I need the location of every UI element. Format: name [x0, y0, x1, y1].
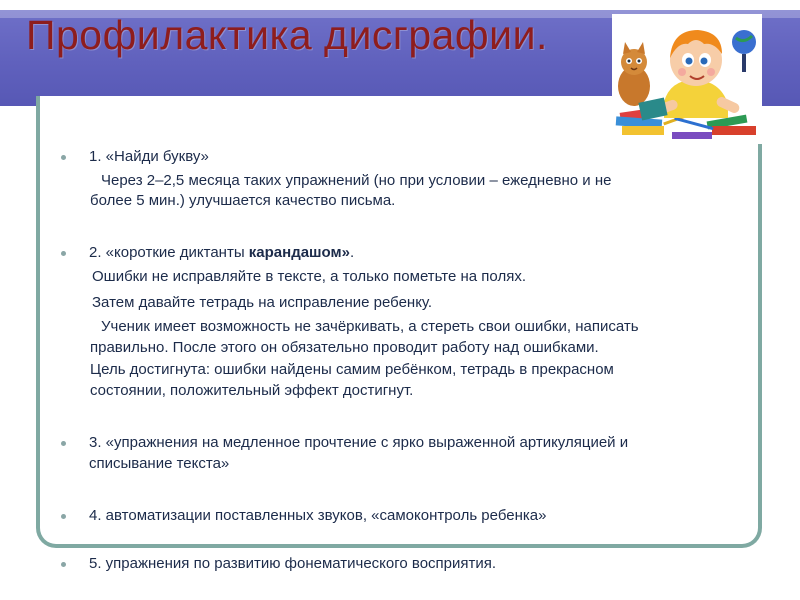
list-item-text: Ученик имеет возможность не зачёркивать, а стереть свои ошибки, написать	[101, 318, 639, 335]
list-item-text: более 5 мин.) улучшается качество письма.	[90, 192, 396, 209]
list-item-text: 4. автоматизации поставленных звуков, «самоконтроль ребенка»	[89, 507, 547, 524]
list-item-text: списывание текста»	[89, 455, 230, 472]
list-item-text: Затем давайте тетрадь на исправление ребенку.	[92, 294, 433, 311]
list-item-text: Через 2–2,5 месяца таких упражнений (но при условии – ежедневно и не	[101, 172, 612, 189]
list-item-text: Цель достигнута: ошибки найдены самим ребёнком, тетрадь в прекрасном	[90, 361, 614, 378]
list-item-text: 5. упражнения по развитию фонематического восприятия.	[89, 555, 497, 572]
list-item-text: правильно. После этого он обязательно проводит работу над ошибками.	[90, 339, 599, 356]
heading-text: .	[349, 244, 355, 261]
list-item-text: Ошибки не исправляйте в тексте, а только пометьте на полях.	[92, 268, 526, 285]
bullet-marker	[61, 562, 66, 567]
list-item-text: состоянии, положительный эффект достигнут.	[90, 382, 414, 399]
list-item-heading	[89, 244, 354, 262]
heading-text: 2. «короткие диктанты	[89, 244, 249, 261]
slide-title: Профилактика дисграфии.	[26, 12, 548, 58]
bullet-marker	[61, 251, 66, 256]
heading-emphasis: карандашом»	[248, 244, 350, 261]
list-item-heading: 1. «Найди букву»	[89, 148, 209, 165]
bullet-marker	[61, 514, 66, 519]
list-item-text: 3. «упражнения на медленное прочтение с ярко выраженной артикуляцией и	[89, 434, 629, 451]
bullet-marker	[61, 155, 66, 160]
bullet-marker	[61, 441, 66, 446]
